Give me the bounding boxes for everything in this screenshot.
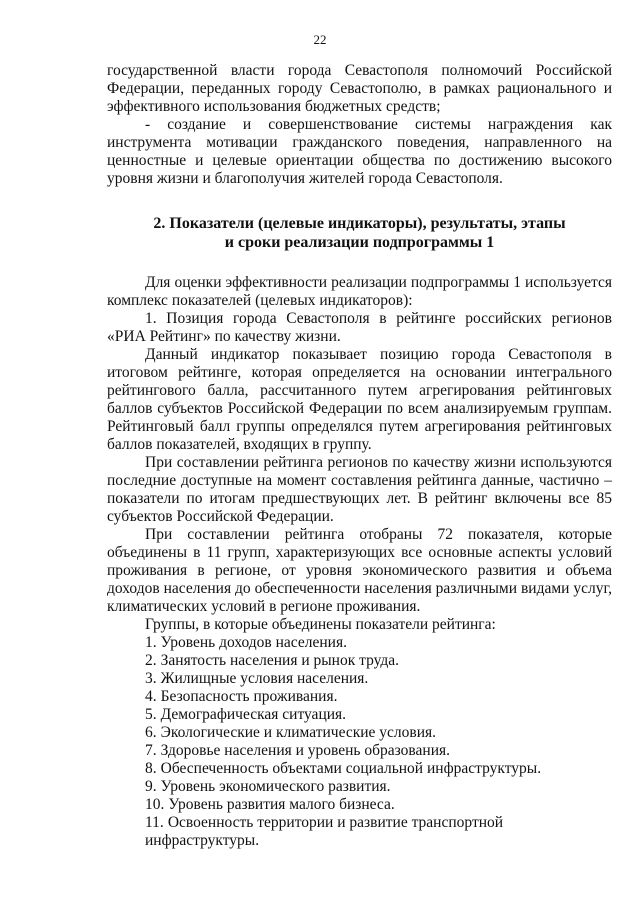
paragraph-intro: Для оценки эффективности реализации подпрограммы 1 используется комплекс показателей (целевых индикаторов):	[107, 274, 612, 309]
section-heading	[107, 214, 612, 252]
paragraph-data-sources: При составлении рейтинга регионов по качеству жизни используются последние доступные на момент составления рейтинга данные, частично – показатели по итогам предшествующих лет. В рейтинг включены все 85 субъектов Российской Федерации.	[107, 454, 612, 525]
list-item: 8. Обеспеченность объектами социальной инфраструктуры.	[145, 760, 542, 777]
groups-list	[107, 634, 612, 850]
list-item: 5. Демографическая ситуация.	[145, 706, 347, 723]
list-item: 11. Освоенность территории и развитие транспортной инфраструктуры.	[145, 814, 504, 849]
list-item: 7. Здоровье населения и уровень образования.	[145, 742, 451, 759]
paragraph-indicator: 1. Позиция города Севастополя в рейтинге российских регионов «РИА Рейтинг» по качеству жизни.	[107, 310, 612, 345]
list-item: 10. Уровень развития малого бизнеса.	[145, 796, 395, 813]
paragraph-selection: При составлении рейтинга отобраны 72 показателя, которые объединены в 11 групп, характеризующих все основные аспекты условий проживания в регионе, от уровня экономического развития и объема доходов населения до обеспеченности населения различными видами услуг, климатических условий в регионе проживания.	[107, 526, 612, 615]
list-item: 4. Безопасность проживания.	[145, 688, 338, 705]
paragraph-groups-intro: Группы, в которые объединены показатели рейтинга:	[145, 616, 496, 633]
list-item: 6. Экологические и климатические условия.	[145, 724, 437, 741]
section-heading-line-1: 2. Показатели (целевые индикаторы), результаты, этапы	[153, 215, 566, 232]
paragraph-bullet: - создание и совершенствование системы награждения как инструмента мотивации гражданского поведения, направленного на ценностные и целевые ориентации общества по достижению высокого уровня жизни и благополучия жителей города Севастополя.	[107, 116, 612, 187]
section-heading-line-2: и сроки реализации подпрограммы 1	[224, 234, 495, 251]
page-number: 22	[313, 32, 327, 47]
list-item: 9. Уровень экономического развития.	[145, 778, 391, 795]
list-item: 2. Занятость населения и рынок труда.	[145, 652, 400, 669]
list-item: 3. Жилищные условия населения.	[145, 670, 369, 687]
document-body	[107, 62, 612, 850]
list-item: 1. Уровень доходов населения.	[145, 634, 347, 651]
paragraph-continuation: государственной власти города Севастополя полномочий Российской Федерации, переданных городу Севастополю, в рамках рационального и эффективного использования бюджетных средств;	[107, 62, 612, 115]
paragraph-indicator-description: Данный индикатор показывает позицию города Севастополя в итоговом рейтинге, которая определяется на основании интегрального рейтингового балла, рассчитанного путем агрегирования рейтинговых баллов субъектов Российской Федерации по всем анализируемым группам. Рейтинговый балл группы определялся путем агрегирования рейтинговых баллов показателей, входящих в группу.	[107, 346, 612, 453]
